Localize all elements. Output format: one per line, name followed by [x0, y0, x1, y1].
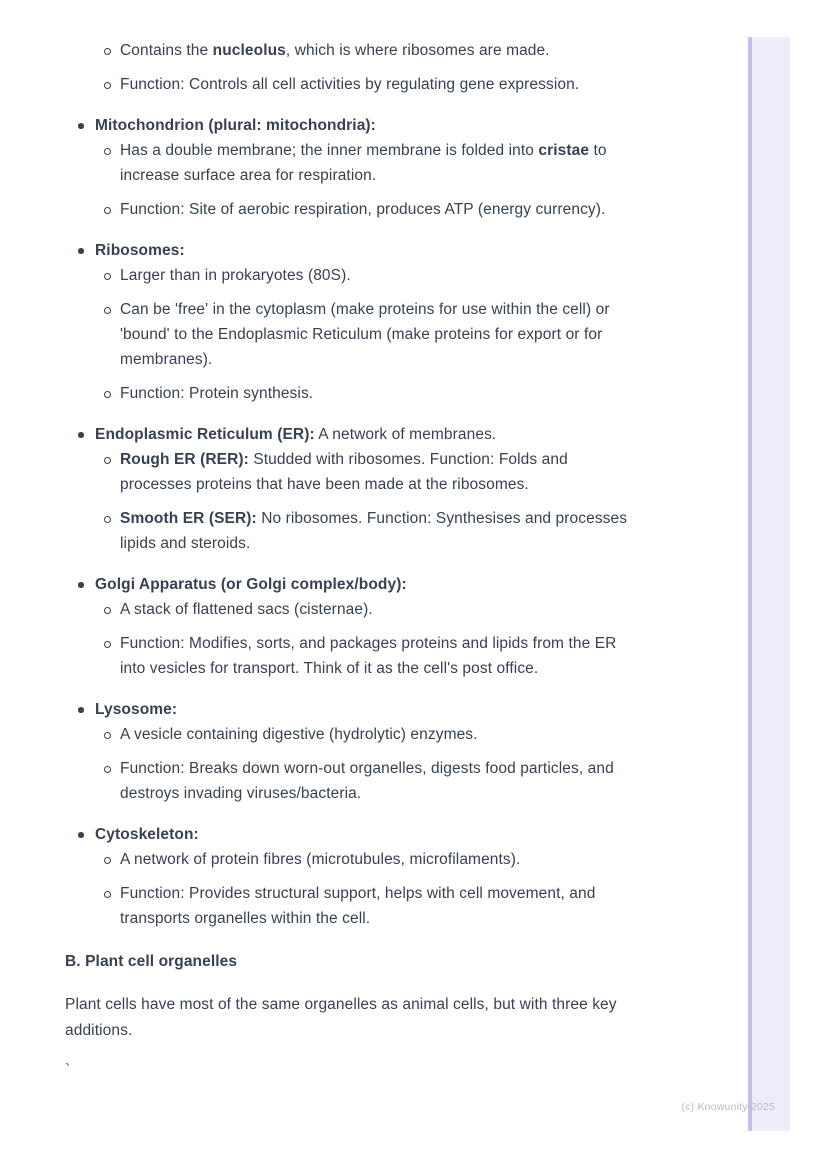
bullet-item — [65, 238, 632, 263]
circle-bullet-icon — [104, 307, 111, 314]
disc-bullet-icon — [78, 832, 84, 838]
sub-bullet-item — [65, 38, 632, 63]
sub-bullet-list — [65, 38, 632, 97]
circle-bullet-icon — [104, 641, 111, 648]
bullet-item — [65, 572, 632, 597]
circle-bullet-icon — [104, 48, 111, 55]
sub-bullet-list — [65, 597, 632, 681]
bullet-group — [65, 238, 632, 406]
sub-bullet-item — [65, 631, 632, 681]
text-segment: Plant cells have most of the same organelles as animal cells, but with three key additions. — [65, 996, 617, 1039]
bullet-group — [65, 822, 632, 931]
text-segment: Cytoskeleton: — [95, 826, 199, 843]
circle-bullet-icon — [104, 82, 111, 89]
text-segment: A vesicle containing digestive (hydrolytic) enzymes. — [120, 726, 478, 743]
circle-bullet-icon — [104, 607, 111, 614]
circle-bullet-icon — [104, 391, 111, 398]
disc-bullet-icon — [78, 248, 84, 254]
sub-bullet-item — [65, 138, 632, 188]
text-segment: Endoplasmic Reticulum (ER): — [95, 426, 315, 443]
sub-bullet-item — [65, 263, 632, 288]
text-segment: Function: Site of aerobic respiration, produces ATP (energy currency). — [120, 201, 606, 218]
text-segment: to increase surface area for respiration. — [120, 142, 607, 184]
text-segment: ` — [65, 1062, 71, 1079]
text-segment: , which is where ribosomes are made. — [285, 42, 550, 59]
text-segment: A network of membranes. — [314, 426, 497, 443]
sub-bullet-item — [65, 756, 632, 806]
text-segment: Mitochondrion (plural: mitochondria): — [95, 117, 376, 134]
circle-bullet-icon — [104, 891, 111, 898]
text-segment: Function: Provides structural support, helps with cell movement, and transports organelles within the cell. — [120, 885, 596, 927]
sub-bullet-list — [65, 722, 632, 806]
paragraph — [65, 1058, 632, 1084]
bullet-group — [65, 113, 632, 222]
disc-bullet-icon — [78, 123, 84, 129]
document-content — [65, 38, 632, 1084]
sub-bullet-item — [65, 597, 632, 622]
text-segment: Function: Protein synthesis. — [120, 385, 314, 402]
page-edge-bar — [748, 37, 790, 1131]
disc-bullet-icon — [78, 582, 84, 588]
bullet-group — [65, 697, 632, 806]
circle-bullet-icon — [104, 148, 111, 155]
text-segment: Rough ER (RER): — [120, 451, 249, 468]
text-segment: Has a double membrane; the inner membrane is folded into — [120, 142, 539, 159]
disc-bullet-icon — [78, 432, 84, 438]
text-segment: Function: Modifies, sorts, and packages proteins and lipids from the ER into vesicles for transport. Think of it as the cell's post office. — [120, 635, 617, 677]
text-segment: Ribosomes: — [95, 242, 185, 259]
circle-bullet-icon — [104, 857, 111, 864]
circle-bullet-icon — [104, 207, 111, 214]
text-segment: B. Plant cell organelles — [65, 953, 238, 970]
text-segment: nucleolus — [212, 42, 286, 59]
text-segment: Studded with ribosomes. Function: Folds and processes proteins that have been made at the ribosomes. — [120, 451, 568, 493]
sub-bullet-item — [65, 506, 632, 556]
sub-bullet-item — [65, 72, 632, 97]
bullet-item — [65, 697, 632, 722]
copyright-watermark: (c) Knowunity 2025 — [681, 1101, 775, 1113]
text-segment: Lysosome: — [95, 701, 178, 718]
circle-bullet-icon — [104, 766, 111, 773]
text-segment: Function: Controls all cell activities by regulating gene expression. — [120, 76, 580, 93]
bullet-item — [65, 113, 632, 138]
section-heading — [65, 949, 632, 974]
sub-bullet-item — [65, 197, 632, 222]
text-segment: Smooth ER (SER): — [120, 510, 257, 527]
sub-bullet-item — [65, 881, 632, 931]
bullet-item — [65, 422, 632, 447]
sub-bullet-list — [65, 138, 632, 222]
bullet-item — [65, 822, 632, 847]
sub-bullet-list — [65, 263, 632, 406]
paragraph — [65, 992, 632, 1044]
sub-bullet-list — [65, 447, 632, 556]
sub-bullet-item — [65, 381, 632, 406]
text-segment: Contains the — [120, 42, 213, 59]
text-segment: A network of protein fibres (microtubules, microfilaments). — [120, 851, 521, 868]
text-segment: Golgi Apparatus (or Golgi complex/body): — [95, 576, 407, 593]
text-segment: No ribosomes. Function: Synthesises and processes lipids and steroids. — [120, 510, 628, 552]
text-segment: Can be 'free' in the cytoplasm (make proteins for use within the cell) or 'bound' to the Endoplasmic Reticulum (make proteins for export or for membranes). — [120, 301, 610, 368]
sub-bullet-item — [65, 297, 632, 372]
text-segment: Larger than in prokaryotes (80S). — [120, 267, 351, 284]
circle-bullet-icon — [104, 457, 111, 464]
bullet-group — [65, 422, 632, 556]
sub-bullet-item — [65, 722, 632, 747]
text-segment: Function: Breaks down worn-out organelles, digests food particles, and destroys invading viruses/bacteria. — [120, 760, 614, 802]
disc-bullet-icon — [78, 707, 84, 713]
sub-bullet-item — [65, 847, 632, 872]
sub-bullet-item — [65, 447, 632, 497]
text-segment: A stack of flattened sacs (cisternae). — [120, 601, 373, 618]
sub-bullet-list — [65, 847, 632, 931]
circle-bullet-icon — [104, 516, 111, 523]
text-segment: cristae — [538, 142, 590, 159]
bullet-group — [65, 572, 632, 681]
circle-bullet-icon — [104, 732, 111, 739]
circle-bullet-icon — [104, 273, 111, 280]
